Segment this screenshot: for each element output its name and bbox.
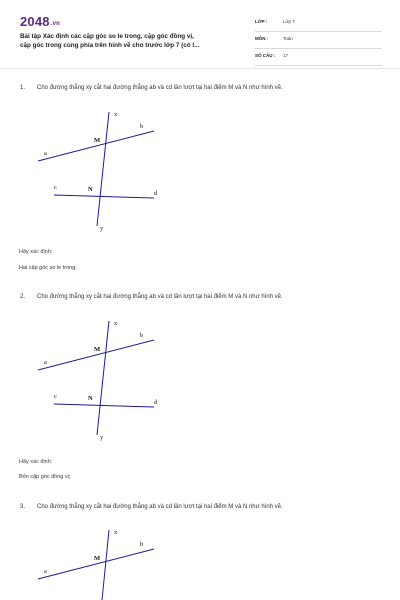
line-ab — [38, 131, 154, 161]
label-x: x — [114, 111, 118, 118]
document-title — [20, 32, 252, 50]
label-y: y — [100, 225, 104, 232]
label-M: M — [94, 137, 101, 144]
line-xy — [97, 321, 109, 435]
document-title-line-1: Bài tập Xác định các cặp góc so le trong, cặp góc đồng vị, — [20, 33, 194, 40]
document-title-line-2: cặp góc trong cùng phía trên hình vẽ cho trước lớp 7 (có l... — [20, 42, 200, 49]
line-cd — [54, 195, 154, 198]
figure-2 — [20, 313, 170, 443]
meta-key: MÔN : — [255, 36, 269, 41]
line-xy — [102, 530, 109, 600]
label-a: a — [44, 150, 47, 157]
line-ab — [38, 549, 154, 579]
label-M: M — [94, 555, 101, 562]
question-2-prompt: Hãy xác định: — [19, 459, 53, 465]
label-x: x — [114, 529, 118, 536]
label-a: a — [44, 359, 47, 366]
line-xy — [97, 112, 109, 226]
label-c: c — [54, 184, 57, 191]
label-b: b — [140, 123, 144, 130]
line-cd — [54, 404, 154, 407]
meta-row-subject — [255, 32, 382, 49]
meta-key: SỐ CÂU : — [255, 53, 276, 58]
label-b: b — [140, 541, 144, 548]
label-M: M — [94, 346, 101, 353]
question-number: 2. — [20, 294, 26, 300]
label-d: d — [154, 399, 158, 406]
label-N: N — [88, 186, 93, 193]
question-number: 1. — [20, 85, 26, 91]
meta-value: 17 — [283, 53, 289, 58]
geometry-diagram — [20, 522, 170, 600]
line-ab — [38, 340, 154, 370]
question-1-prompt: Hãy xác định: — [19, 249, 53, 255]
header-divider — [0, 68, 400, 69]
geometry-diagram — [20, 104, 170, 234]
site-logo[interactable]: 2048.vn — [20, 14, 61, 29]
meta-key: LỚP : — [255, 19, 268, 24]
meta-value: Toán — [283, 36, 293, 41]
label-d: d — [154, 190, 158, 197]
question-text: Cho đường thẳng xy cắt hai đường thẳng ab và cd lần lượt tại hai điểm M và N như hình vẽ. — [37, 504, 283, 510]
document-header — [20, 14, 382, 60]
figure-1 — [20, 104, 170, 234]
meta-row-question-count — [255, 49, 382, 66]
label-N: N — [88, 395, 93, 402]
meta-value: Lớp 7 — [283, 19, 295, 24]
question-text: Cho đường thẳng xy cắt hai đường thẳng ab và cd lần lượt tại hai điểm M và N như hình vẽ. — [37, 85, 283, 91]
label-x: x — [114, 320, 118, 327]
question-text: Cho đường thẳng xy cắt hai đường thẳng ab và cd lần lượt tại hai điểm M và N như hình vẽ. — [37, 294, 283, 300]
figure-3 — [20, 522, 170, 600]
geometry-diagram — [20, 313, 170, 443]
question-2-task: Bốn cặp góc đồng vị; — [19, 474, 71, 480]
label-y: y — [100, 434, 104, 441]
label-c: c — [54, 393, 57, 400]
question-number: 3. — [20, 504, 26, 510]
label-b: b — [140, 332, 144, 339]
label-a: a — [44, 568, 47, 575]
meta-row-class — [255, 15, 382, 32]
question-1-task: Hai cặp góc so le trong; — [19, 265, 77, 271]
document-meta — [255, 15, 382, 66]
